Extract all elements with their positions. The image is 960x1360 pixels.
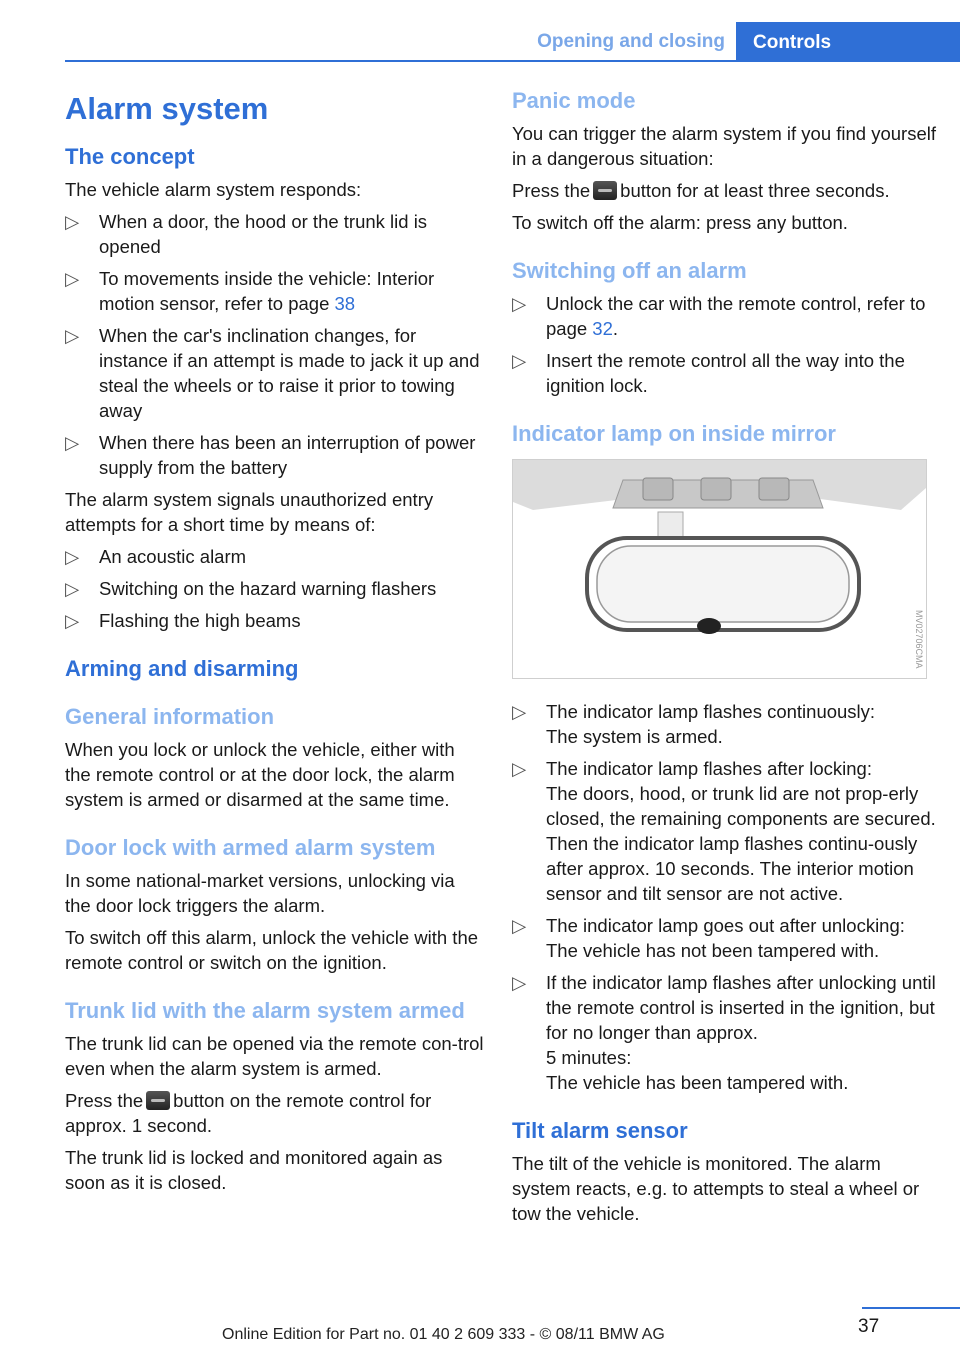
spacer	[65, 819, 485, 835]
bullet-arrow-icon: ▷	[512, 972, 527, 993]
list-item: ▷ The indicator lamp flashes after locking: The doors, hood, or trunk lid are not prop-erly closed, the remaining components are secured. Then the indicator lamp flashes continu-ously after approx. 10 seconds. The interior motion sensor and tilt sensor are not active.	[512, 758, 936, 904]
trunk-heading: Trunk lid with the alarm system armed	[65, 998, 465, 1023]
switching-heading: Switching off an alarm	[512, 258, 747, 283]
left-column	[65, 88, 485, 1202]
bullet-arrow-icon: ▷	[65, 432, 80, 453]
page-link-38[interactable]: 38	[334, 293, 356, 314]
general-info-heading: General information	[65, 704, 275, 729]
image-code: MV02706CMA	[914, 610, 924, 669]
right-column	[512, 88, 937, 1233]
tilt-heading: Tilt alarm sensor	[512, 1118, 688, 1143]
spacer	[65, 982, 485, 998]
bullet-arrow-icon: ▷	[512, 915, 527, 936]
indicator-list	[512, 699, 937, 1095]
bullet-arrow-icon: ▷	[512, 293, 527, 314]
list-item: ▷ When a door, the hood or the trunk lid is opened	[65, 211, 428, 257]
bullet-arrow-icon: ▷	[65, 610, 80, 631]
trunk-text-1: The trunk lid can be opened via the remote con-trol even when the alarm system is armed.	[65, 1033, 484, 1079]
doorlock-heading: Door lock with armed alarm system	[65, 835, 436, 860]
tilt-text: The tilt of the vehicle is monitored. The alarm system reacts, e.g. to attempts to steal a wheel or tow the vehicle.	[512, 1153, 920, 1224]
general-info-text: When you lock or unlock the vehicle, either with the remote control or at the door lock, the alarm system is armed or disarmed at the same time.	[65, 739, 455, 810]
concept-list	[65, 209, 485, 480]
header-section-title: Opening and closing	[537, 31, 725, 52]
mirror-illustration	[512, 459, 927, 679]
bullet-arrow-icon: ▷	[65, 211, 80, 232]
signals-list	[65, 544, 485, 633]
bullet-arrow-icon: ▷	[512, 758, 527, 779]
list-item: ▷ An acoustic alarm	[65, 546, 247, 567]
page-title: Alarm system	[65, 91, 269, 126]
list-item: ▷ Insert the remote control all the way into the ignition lock.	[512, 350, 905, 396]
footer-rule	[862, 1307, 960, 1309]
bullet-arrow-icon: ▷	[65, 546, 80, 567]
spacer	[512, 242, 937, 258]
concept-intro: The vehicle alarm system responds:	[65, 179, 362, 200]
list-item: ▷ The indicator lamp flashes continuously: The system is armed.	[512, 701, 876, 747]
header-tab-controls[interactable]: Controls	[736, 22, 960, 62]
list-item: ▷ The indicator lamp goes out after unlocking: The vehicle has not been tampered with.	[512, 915, 905, 961]
panic-text-2: Press the button for at least three seconds.	[512, 180, 890, 201]
list-item: ▷ When there has been an interruption of power supply from the battery	[65, 432, 476, 478]
spacer	[512, 405, 937, 421]
spacer	[512, 1102, 937, 1118]
bullet-arrow-icon: ▷	[65, 578, 80, 599]
panic-text-3: To switch off the alarm: press any button.	[512, 212, 848, 233]
page-number: 37	[858, 1316, 880, 1337]
list-item: ▷ Switching on the hazard warning flashers	[65, 578, 437, 599]
list-item: ▷ Flashing the high beams	[65, 610, 301, 631]
panic-button-icon	[593, 181, 617, 200]
inside-mirror-image	[513, 460, 926, 678]
list-item: ▷ To movements inside the vehicle: Interior motion sensor, refer to page 38	[65, 268, 435, 314]
trunk-button-icon	[146, 1091, 170, 1110]
spacer	[65, 640, 485, 656]
bullet-arrow-icon: ▷	[65, 325, 80, 346]
signals-intro: The alarm system signals unauthorized entry attempts for a short time by means of:	[65, 489, 434, 535]
list-item: ▷ Unlock the car with the remote control, refer to page 32.	[512, 293, 926, 339]
list-item: ▷ When the car's inclination changes, for instance if an attempt is made to jack it up and steal the wheels or to raise it prior to towing away	[65, 325, 480, 421]
bullet-arrow-icon: ▷	[512, 350, 527, 371]
bullet-arrow-icon: ▷	[512, 701, 527, 722]
edition-text: Online Edition for Part no. 01 40 2 609 333 - © 08/11 BMW AG	[222, 1326, 665, 1343]
indicator-heading: Indicator lamp on inside mirror	[512, 421, 836, 446]
doorlock-text-1: In some national-market versions, unlocking via the door lock triggers the alarm.	[65, 870, 455, 916]
arming-heading: Arming and disarming	[65, 656, 299, 681]
list-item: ▷ If the indicator lamp flashes after unlocking until the remote control is inserted in the ignition, but for no longer than approx. 5 minutes: The vehicle has been tampered with.	[512, 972, 936, 1093]
trunk-text-2: Press the button on the remote control for approx. 1 second.	[65, 1090, 432, 1136]
page-link-32[interactable]: 32	[592, 318, 613, 339]
panic-heading: Panic mode	[512, 88, 636, 113]
doorlock-text-2: To switch off this alarm, unlock the vehicle with the remote control or switch on the ignition.	[65, 927, 479, 973]
bullet-arrow-icon: ▷	[65, 268, 80, 289]
switching-list	[512, 291, 937, 398]
header-rule	[65, 60, 960, 62]
panic-text-1: You can trigger the alarm system if you find yourself in a dangerous situation:	[512, 123, 936, 169]
trunk-text-3: The trunk lid is locked and monitored again as soon as it is closed.	[65, 1147, 443, 1193]
concept-heading: The concept	[65, 144, 195, 169]
